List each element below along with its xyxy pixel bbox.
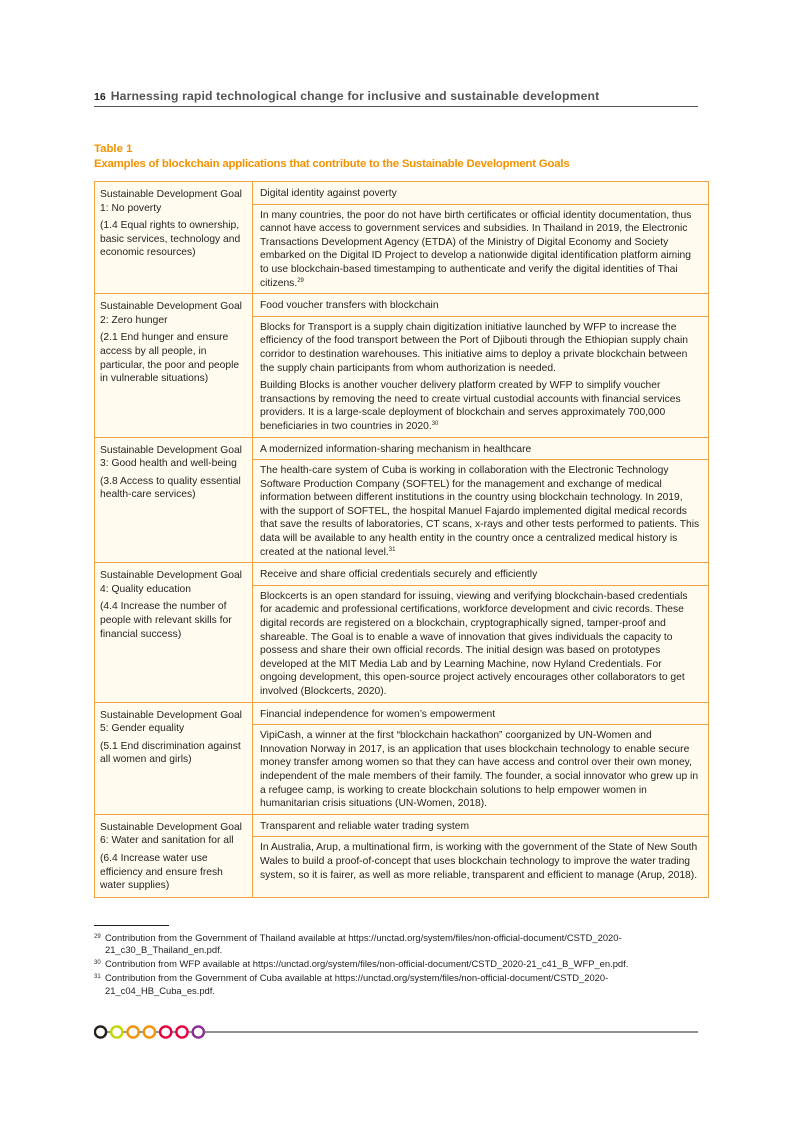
- paragraph-text: Blocks for Transport is a supply chain digitization initiative launched by WFP to increase the efficiency of the food transport between the Port of Djibouti through the Ethiopian supply chain corridor to destination warehouses. This initiative aims to deploy a private blockchain between the supply chain participants from whom authorization is needed.: [260, 321, 688, 374]
- application-description: [253, 205, 708, 294]
- application-title: Transparent and reliable water trading system: [253, 815, 708, 838]
- paragraph-text: In Australia, Arup, a multinational firm, is working with the government of the State of New South Wales to build a proof-of-concept that uses blockchain technology to improve the water trading system, so it is fairer, as well as more reliable, transparent and efficient to manage (Arup, 2018).: [260, 842, 698, 881]
- application-description: [253, 317, 708, 437]
- footnote: [94, 972, 702, 997]
- description-paragraph: [260, 729, 701, 811]
- goal-cell: [95, 814, 253, 897]
- goal-target: (1.4 Equal rights to ownership, basic services, technology and economic resources): [100, 220, 241, 259]
- decorative-circle-icon: [176, 1026, 187, 1037]
- application-title: Financial independence for women’s empowerment: [253, 703, 708, 726]
- application-title: Food voucher transfers with blockchain: [253, 294, 708, 317]
- goal-cell: [95, 702, 253, 814]
- decorative-circle-icon: [193, 1026, 204, 1037]
- application-cell: [253, 437, 709, 563]
- table-row: [95, 702, 709, 814]
- table-row: [95, 814, 709, 897]
- decorative-circle-icon: [144, 1026, 155, 1037]
- paragraph-text: VipiCash, a winner at the first “blockchain hackathon” coorganized by UN-Women and Innovation Norway in 2017, is an application that uses blockchain technology to enable secure money transfer among women so that they can have access and control over their own money, independent of the male members of their family. The founder, a social innovator who grew up in a refugee camp, is working to create blockchain solutions to help empower women in humanitarian crisis situations (UN-Women, 2018).: [260, 730, 699, 810]
- application-title: Receive and share official credentials securely and efficiently: [253, 563, 708, 586]
- footnote-text[interactable]: Contribution from the Government of Thailand available at https://unctad.org/system/files/non-official-document/CSTD_2020-21_c30_B_Thailand_en.pdf.: [105, 932, 622, 956]
- footnotes: [94, 932, 702, 999]
- description-paragraph: [260, 841, 701, 882]
- application-cell: [253, 294, 709, 437]
- description-paragraph: [260, 379, 701, 433]
- description-paragraph: [260, 209, 701, 291]
- table-row: [95, 294, 709, 437]
- table-title: Examples of blockchain applications that contribute to the Sustainable Development Goals: [94, 158, 570, 170]
- table-caption: [94, 142, 698, 172]
- decorative-circle-icon: [95, 1026, 106, 1037]
- application-cell: [253, 702, 709, 814]
- goal-name: Sustainable Development Goal 5: Gender equality: [100, 709, 242, 735]
- footnote-number: 31: [94, 974, 101, 981]
- page-number: 16: [94, 91, 106, 103]
- footnote: [94, 932, 702, 957]
- table-body: [95, 182, 709, 898]
- goal-target: (5.1 End discrimination against all women and girls): [100, 740, 241, 766]
- decorative-circle-icon: [128, 1026, 139, 1037]
- goal-name: Sustainable Development Goal 1: No poverty: [100, 189, 242, 214]
- description-paragraph: [260, 590, 701, 699]
- footnote: [94, 958, 702, 970]
- goal-target: (3.8 Access to quality essential health-care services): [100, 475, 241, 501]
- goal-target: (6.4 Increase water use efficiency and ensure fresh water supplies): [100, 852, 223, 892]
- decorative-circle-icon: [111, 1026, 122, 1037]
- paragraph-text: In many countries, the poor do not have birth certificates or official identity documentation, thus cannot have access to government services and subsidies. In Thailand in 2019, the Electronic Transactions Development Agency (ETDA) of the Ministry of Digital Economy and Society embarked on the Digital ID Project to develop a nationwide digital identification platform aiming to use blockchain-based timestamping to authenticate and verify the digital identities of Thai citizens.: [260, 209, 692, 289]
- goal-cell: [95, 437, 253, 563]
- footnote-number: 30: [94, 960, 101, 967]
- application-title: Digital identity against poverty: [253, 182, 708, 205]
- application-description: [253, 586, 708, 702]
- footnote-reference[interactable]: 31: [388, 546, 396, 553]
- goal-name: Sustainable Development Goal 6: Water and sanitation for all: [100, 821, 242, 847]
- footnote-text[interactable]: Contribution from WFP available at https://unctad.org/system/files/non-official-document/CSTD_2020-21_c41_B_WFP_en.pdf.: [105, 958, 629, 970]
- circle-chain-logo: [94, 1024, 698, 1040]
- footnote-reference[interactable]: 29: [297, 277, 304, 284]
- footnote-divider: [94, 925, 169, 926]
- table-row: [95, 182, 709, 294]
- table-row: [95, 563, 709, 702]
- running-header: [94, 89, 698, 107]
- footnote-text[interactable]: Contribution from the Government of Cuba available at https://unctad.org/system/files/non-official-document/CSTD_2020-21_c04_HB_Cuba_es.pdf.: [105, 972, 609, 996]
- description-paragraph: [260, 464, 701, 559]
- paragraph-text: The health-care system of Cuba is working in collaboration with the Electronic Technology Software Production Company (SOFTEL) for the management and exchange of medical information between different institutions in the country using blockchain technology. In 2019, with the support of SOFTEL, the hospital Manuel Fajardo implemented digital medical records that save the results of laboratories, CT scans, x-rays and other tests performed to patients. This data will be available to any health entity in the country once a centralized medical history is created at the national level.: [260, 465, 700, 558]
- footer-decoration: [94, 1024, 698, 1040]
- footnote-reference[interactable]: 30: [431, 420, 439, 427]
- goal-name: Sustainable Development Goal 4: Quality education: [100, 570, 242, 595]
- sdg-blockchain-table: [94, 181, 709, 898]
- application-cell: [253, 814, 709, 897]
- table-row: [95, 437, 709, 563]
- report-title: Harnessing rapid technological change for inclusive and sustainable development: [110, 89, 600, 103]
- paragraph-text: Building Blocks is another voucher delivery platform created by WFP to simplify voucher transactions by removing the need to create virtual custodial accounts with financial services providers. It is a large-scale deployment of blockchain and serves approximately 700,000 beneficiaries in two countries in 2020.: [260, 380, 681, 432]
- application-cell: [253, 182, 709, 294]
- footnote-number: 29: [94, 934, 101, 940]
- goal-name: Sustainable Development Goal 2: Zero hunger: [100, 301, 242, 326]
- description-paragraph: [260, 321, 701, 375]
- goal-target: (2.1 End hunger and ensure access by all people, in particular, the poor and people in vulnerable situations): [100, 332, 240, 385]
- goal-cell: [95, 182, 253, 294]
- application-cell: [253, 563, 709, 702]
- application-title: A modernized information-sharing mechanism in healthcare: [253, 438, 708, 461]
- paragraph-text: Blockcerts is an open standard for issuing, viewing and verifying blockchain-based credentials for academic and professional certifications, workforce development and civic records. These digital records are registered on a blockchain, cryptographically signed, tamper-proof and shareable. The Goal is to enable a wave of innovation that gives individuals the capacity to possess and share their own official records. The initial design was based on prototypes developed at the MIT Media Lab and by Learning Machine, now Hyland Credentials. For ongoing development, this open-source project actively encourages other collaborators to get involved (Blockcerts, 2020).: [260, 590, 688, 697]
- goal-cell: [95, 563, 253, 702]
- goal-name: Sustainable Development Goal 3: Good health and well-being: [100, 444, 242, 470]
- goal-target: (4.4 Increase the number of people with relevant skills for financial success): [100, 601, 232, 640]
- application-description: [253, 837, 708, 885]
- application-description: [253, 460, 708, 562]
- application-description: [253, 725, 708, 814]
- goal-cell: [95, 294, 253, 437]
- decorative-circle-icon: [160, 1026, 171, 1037]
- table-label: Table 1: [94, 143, 133, 155]
